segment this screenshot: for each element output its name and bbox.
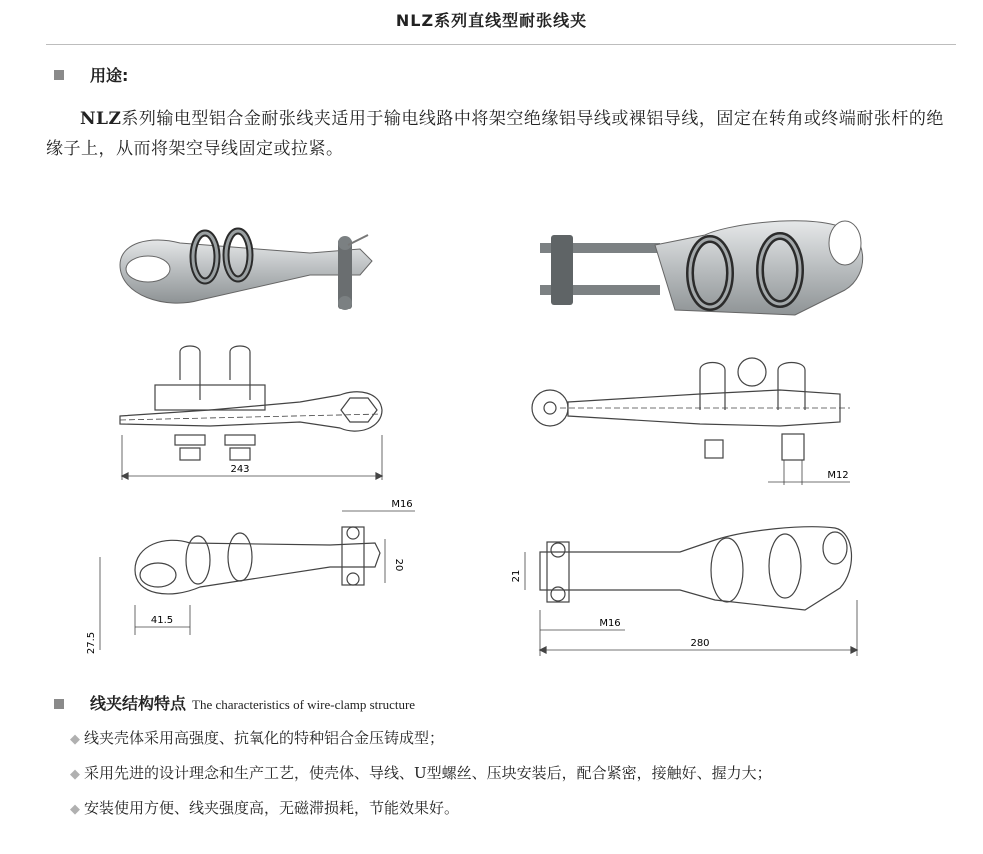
feature-text: 安装使用方便、线夹强度高，无磁滞损耗，节能效果好。 [84, 799, 460, 817]
drawing-top-view-right [505, 510, 870, 660]
dim-label-41-5: 41.5 [150, 615, 174, 626]
features-heading [90, 691, 415, 714]
section-bullet-usage [54, 70, 64, 80]
page-title: NLZ系列直线型耐张线夹 [395, 11, 588, 30]
features-heading-cn: 线夹结构特点 [90, 694, 187, 713]
drawing-top-view-left [80, 495, 420, 665]
dim-label-20: 20 [393, 558, 404, 572]
product-photo-right [535, 205, 875, 330]
dim-label-27-5: 27.5 [86, 631, 97, 655]
usage-paragraph [46, 104, 958, 164]
diamond-bullet-icon: ◆ [70, 767, 80, 782]
product-photo-left [110, 205, 400, 320]
dim-label-280: 280 [690, 638, 710, 649]
feature-text: 线夹壳体采用高强度、抗氧化的特种铝合金压铸成型； [84, 729, 445, 747]
feature-text: 采用先进的设计理念和生产工艺，使壳体、导线、U型螺丝、压块安装后，配合紧密，接触好、握力大； [84, 764, 772, 782]
usage-model-name: NLZ [80, 109, 122, 129]
section-bullet-features [54, 699, 64, 709]
dim-label-243: 243 [230, 464, 250, 475]
diamond-bullet-icon: ◆ [70, 802, 80, 817]
drawing-side-view-right [520, 350, 870, 490]
title-divider [46, 44, 956, 45]
dim-label-21: 21 [511, 569, 522, 583]
usage-heading: 用途: [90, 66, 129, 85]
drawing-side-view-left [100, 340, 400, 490]
usage-description: 系列输电型铝合金耐张线夹适用于输电线路中将架空绝缘铝导线或裸铝导线，固定在转角或终端耐张杆的绝缘子上，从而将架空导线固定或拉紧。 [46, 109, 944, 159]
dim-label-m16-bottom: M16 [599, 618, 621, 629]
features-heading-en: The characteristics of wire-clamp structure [192, 697, 416, 712]
feature-item [70, 727, 444, 748]
dim-label-m12: M12 [827, 470, 849, 481]
feature-item [70, 797, 459, 818]
dim-label-m16-top: M16 [391, 499, 413, 510]
diamond-bullet-icon: ◆ [70, 732, 80, 747]
feature-item [70, 762, 772, 783]
